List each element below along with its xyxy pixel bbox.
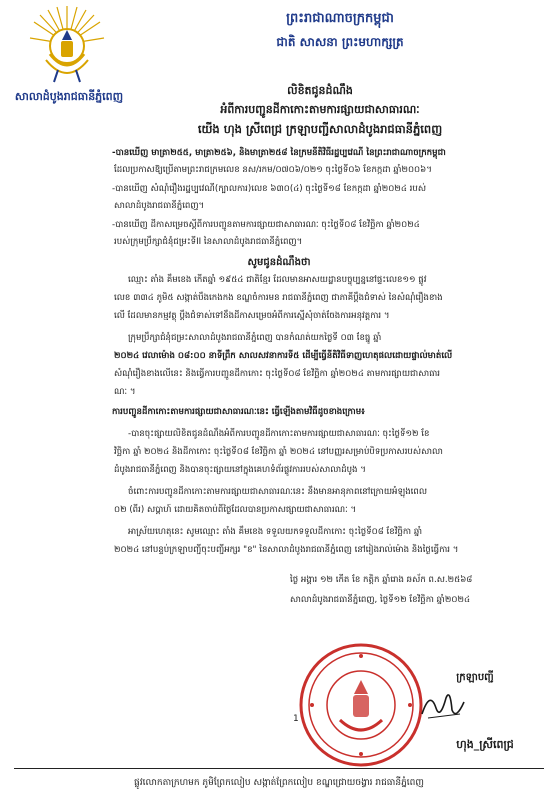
solar-date: សាលាដំបូងរាជធានីភ្នំពេញ, ថ្ងៃទី១២ ខែវិច្ឆិកា ឆ្នាំ២០២៤	[290, 595, 471, 605]
recital-2-line-1: -បានឃើញ សំណុំរឿងរដ្ឋប្បវេណី(ក្បាលការ)លេខ ៦៣០(៤) ចុះថ្ងៃទី១៨ ខែកក្កដា ឆ្នាំ២០២៤ របស់	[112, 184, 427, 194]
court-name: សាលាដំបូងរាជធានីភ្នំពេញ	[14, 90, 124, 103]
method-heading: ការបញ្ជូនដីកាកោះតាមការផ្សាយជាសាធារណៈនេះ ធ្វើឡើងតាមវិធីដូចខាងក្រោម៖	[112, 407, 365, 417]
document-title: លិខិតជូនដំណឹង	[287, 84, 353, 97]
party-line-2: លេខ ៣៣៤ ភូមិ៥ សង្កាត់បឹងកេងកង ខណ្ឌចំការមន រាជធានីភ្នំពេញ ជាភាគីប្ដឹងជំទាស់ នៃសំណុំរឿងខាង	[114, 293, 443, 303]
effect-line-2: ០២ (ពីរ) សប្ដាហ៍ ដោយគិតចាប់ពីថ្ងៃដែលបានប្រកាសផ្សាយជាសាធារណៈ ។	[114, 505, 357, 515]
method-line-2: វិច្ឆិកា ឆ្នាំ ២០២៤ និងដីកាកោះ ចុះថ្ងៃទី០៨ ខែវិច្ឆិកា ឆ្នាំ ២០២៤ នៅបញ្ញរសម្រាប់បិទប្រកាសរបស់សាលា	[114, 447, 443, 457]
signer-name: ហុង_ស្រីពេជ្រ	[456, 738, 514, 751]
effect-line-1: ចំពោះការបញ្ជូនដីកាកោះតាមការផ្សាយជាសាធារណៈនេះ នឹងមានអានុភាពនៅក្រោយអំឡុងពេល	[128, 487, 428, 497]
notice-header: សូមជូនដំណឹងថា	[247, 257, 311, 268]
hearing-line-3: សំណុំរឿងខាងលើនេះ និងធ្វើការបញ្ជូនដីកាកោះ ចុះថ្ងៃទី០៨ ខែវិច្ឆិកា ឆ្នាំ២០២៤ តាមការផ្សាយជាសាធារ	[114, 369, 441, 379]
hearing-line-2: ២០២៤ វេលាម៉ោង ០៨:០០ នាទីព្រឹក សាលសវនាការទី៥ ដើម្បីធ្វើនីតិវិធីទាញហេតុផលដោយផ្ទាល់មាត់លើ	[114, 351, 453, 361]
summons-line-2: ២០២៤ នៅបន្ទប់ក្រឡាបញ្ជីចុះបញ្ជីអក្សរ "ខ" នៃសាលាដំបូងរាជធានីភ្នំពេញ នៅរៀងរាល់ម៉ោង និងថ្ងៃធ្វើការ ។	[114, 545, 459, 555]
recital-3-line-1: -បានឃើញ ដីកាសម្រេចស្ដីពីការបញ្ជូនតាមការផ្សាយជាសាធារណៈ ចុះថ្ងៃទី០៨ ខែវិច្ឆិកា ឆ្នាំ២០២៤	[112, 220, 420, 230]
footer-divider	[14, 768, 544, 769]
footer-address: ផ្លូវលោកតាក្រហមក ភូមិព្រែកលៀប សង្កាត់ព្រែកលៀប ខណ្ឌជ្រោយចង្វារ រាជធានីភ្នំពេញ	[134, 778, 424, 788]
hearing-line-1: ក្រុមប្រឹក្សាជំនុំជម្រះសាលាដំបូងរាជធានីភ្នំពេញ បានកំណត់យកថ្ងៃទី ០៣ ខែធ្នូ ឆ្នាំ	[128, 333, 382, 343]
official-title: ក្រឡាបញ្ជី	[456, 672, 494, 683]
handwritten-signature	[418, 684, 468, 724]
party-line-1: ឈ្មោះ តាំង គឹមខេង កើតឆ្នាំ ១៩៥៤ ជាតិខ្មែរ ដែលមានអាសយដ្ឋានបច្ចុប្បន្ននៅផ្ទះលេខ១១ ផ្លូវ	[128, 275, 427, 285]
issuer-line: យើង ហុង ស្រីពេជ្រ ក្រឡាបញ្ជីសាលាដំបូងរាជធានីភ្នំពេញ	[197, 122, 443, 136]
summons-line-1: អាស្រ័យហេតុនេះ សូមឈ្មោះ តាំង គឹមខេង ទទួលយកទទួលដីកាកោះ ចុះថ្ងៃទី០៨ ខែវិច្ឆិកា ឆ្នាំ	[128, 527, 423, 537]
lunar-date: ថ្ងៃ អង្គារ ១២ កើត ខែ កត្ដិក ឆ្នាំរោង ឆស័ក ព.ស.២៥៦៨	[290, 575, 473, 585]
royal-emblem-icon	[28, 4, 106, 86]
method-line-3: ដំបូងរាជធានីភ្នំពេញ និងបានចុះផ្សាយនៅក្នុងគេហទំព័រផ្លូវការរបស់សាលាដំបូង ។	[114, 465, 366, 475]
court-seal-icon	[296, 640, 426, 770]
party-line-3: លើ ដែលមានកម្មវត្ថុ ប្ដឹងជំទាស់ទៅនឹងដីកាសម្រេចអំពីការស្នើសុំចាត់ចែងការអនុវត្តការ ។	[114, 311, 390, 321]
method-line-1: -បានចុះផ្សាយលិខិតជូនដំណឹងអំពីការបញ្ជូនដីកាកោះតាមការផ្សាយជាសាធារណៈ ចុះថ្ងៃទី១២ ខែ	[128, 429, 430, 439]
page-number: 1	[293, 714, 299, 724]
recital-1-line-1: -បានឃើញ មាត្រា២៥៥, មាត្រា២៥៦, និងមាត្រា២៥៨ នៃក្រមនីតិវិធីរដ្ឋប្បវេណី នៃព្រះរាជាណាចក្រកម្ពុជា	[112, 148, 446, 158]
hearing-line-4: ណៈ ។	[114, 387, 136, 397]
recital-1-line-2: ដែលប្រកាសឱ្យប្រើតាមព្រះរាជក្រមលេខ នស/រកម/០៧០៦/០២១ ចុះថ្ងៃទី០៦ ខែកក្កដា ឆ្នាំ២០០៦។	[114, 165, 432, 175]
recital-3-line-2: របស់ក្រុមប្រឹក្សាជំនុំជម្រះទីII នៃសាលាដំបូងរាជធានីភ្នំពេញ។	[114, 237, 303, 247]
document-subject: អំពីការបញ្ជូនដីកាកោះតាមការផ្សាយជាសាធារណៈ	[220, 103, 420, 116]
recital-2-line-2: សាលាដំបូងរាជធានីភ្នំពេញ។	[114, 201, 205, 211]
kingdom-title: ព្រះរាជាណាចក្រកម្ពុជា	[286, 11, 394, 26]
national-motto: ជាតិ សាសនា ព្រះមហាក្សត្រ	[276, 35, 404, 49]
